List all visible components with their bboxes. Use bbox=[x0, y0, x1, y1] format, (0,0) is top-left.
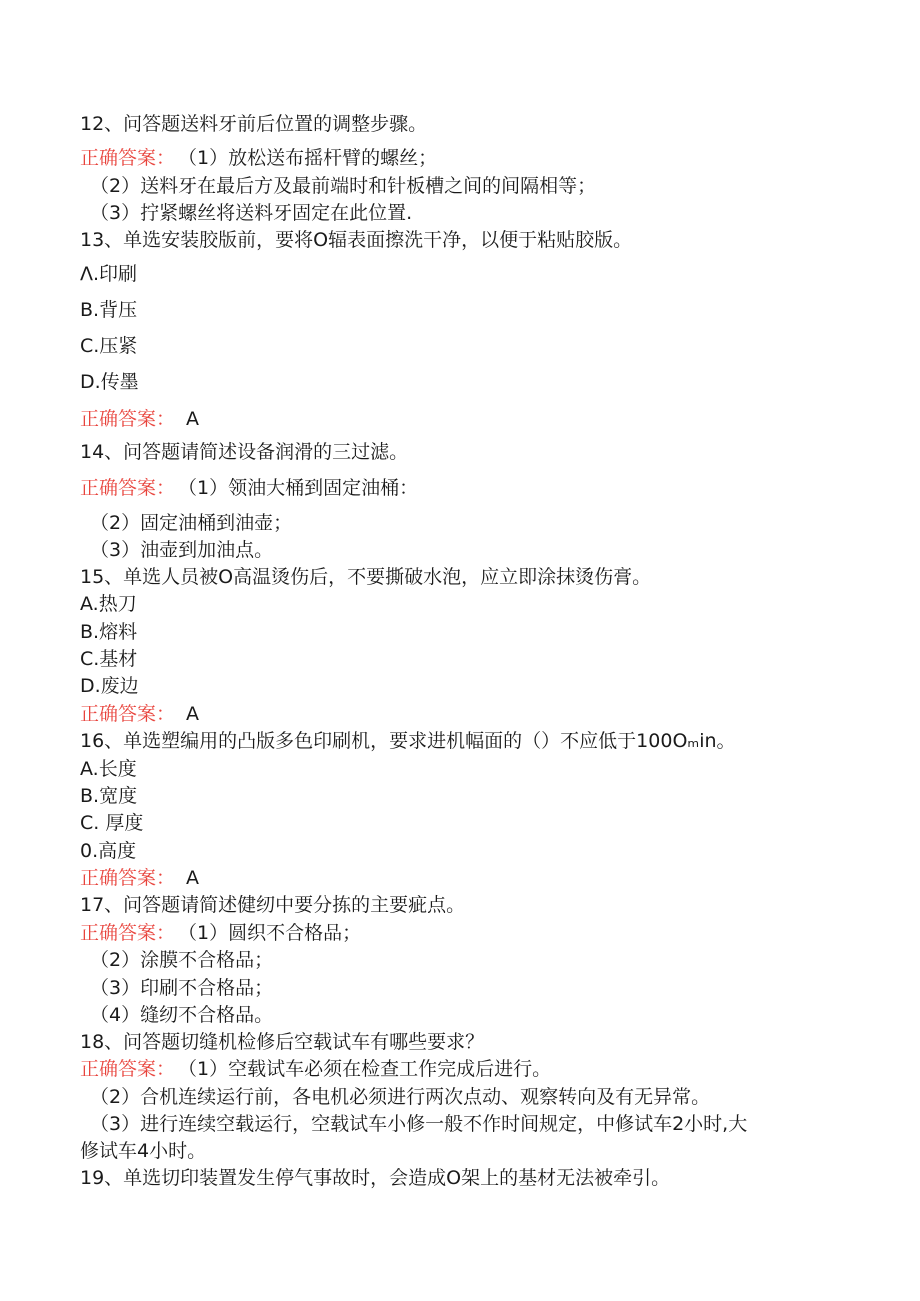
option-c: C.基材 bbox=[80, 648, 138, 670]
answer-line: （2）送料牙在最后方及最前端时和针板槽之间的间隔相等； bbox=[90, 175, 597, 197]
option-c: C.压紧 bbox=[80, 335, 138, 357]
answer-label: 正确答案： bbox=[80, 408, 176, 430]
answer-line: （2）合机连续运行前，各电机必须进行两次点动、观察转向及有无异常。 bbox=[90, 1086, 711, 1108]
question-19: 19、单选切印装置发生停气事故时，会造成O架上的基材无法被牵引。 bbox=[80, 1167, 671, 1189]
answer-label: 正确答案： bbox=[80, 147, 176, 169]
question-13: 13、单选安装胶版前，要将O辐表面擦洗干净，以便于粘贴胶版。 bbox=[80, 229, 633, 251]
option-a: Λ.印刷 bbox=[80, 263, 138, 285]
answer-label: 正确答案： bbox=[80, 922, 176, 944]
question-12: 12、问答题送料牙前后位置的调整步骤。 bbox=[80, 113, 428, 135]
answer-line: （3）拧紧螺丝将送料牙固定在此位置. bbox=[90, 202, 413, 224]
option-a: A.长度 bbox=[80, 758, 137, 780]
answer-value: A bbox=[186, 408, 199, 430]
option-b: B.宽度 bbox=[80, 785, 138, 807]
answer-label: 正确答案： bbox=[80, 1058, 176, 1080]
answer-line: （3）油壶到加油点。 bbox=[90, 539, 274, 561]
answer-label: 正确答案： bbox=[80, 703, 176, 725]
question-14: 14、问答题请简述设备润滑的三过滤。 bbox=[80, 441, 409, 463]
question-16: 16、单选塑编用的凸版多色印刷机，要求进机幅面的（）不应低于100Oₘin。 bbox=[80, 730, 736, 752]
answer-line: （2）涂膜不合格品； bbox=[90, 949, 274, 971]
answer-line: （1）领油大桶到固定油桶： bbox=[178, 477, 419, 499]
answer-label: 正确答案： bbox=[80, 477, 176, 499]
answer-value: A bbox=[186, 867, 199, 889]
answer-line: （1）空载试车必须在检查工作完成后进行。 bbox=[178, 1058, 552, 1080]
question-17: 17、问答题请简述健纫中要分拣的主要疵点。 bbox=[80, 894, 466, 916]
answer-line: （3）印刷不合格品； bbox=[90, 977, 274, 999]
option-d: D.废边 bbox=[80, 675, 139, 697]
answer-line: （3）进行连续空载运行，空载试车小修一般不作时间规定，中修试车2小时,大 bbox=[90, 1113, 748, 1135]
option-a: A.热刀 bbox=[80, 593, 137, 615]
question-18: 18、问答题切缝机检修后空载试车有哪些要求？ bbox=[80, 1031, 485, 1053]
question-15: 15、单选人员被O高温烫伤后，不要撕破水泡，应立即涂抹烫伤膏。 bbox=[80, 566, 652, 588]
answer-label: 正确答案： bbox=[80, 867, 176, 889]
option-b: B.背压 bbox=[80, 299, 138, 321]
answer-line: （4）缝纫不合格品。 bbox=[90, 1004, 274, 1026]
option-b: B.熔料 bbox=[80, 621, 138, 643]
answer-value: A bbox=[186, 703, 199, 725]
answer-line: 修试车4小时。 bbox=[80, 1140, 207, 1162]
answer-line: （1）放松送布摇杆臂的螺丝； bbox=[178, 147, 438, 169]
option-c: C. 厚度 bbox=[80, 812, 144, 834]
answer-line: （2）固定油桶到油壶； bbox=[90, 512, 293, 534]
answer-line: （1）圆织不合格品； bbox=[178, 922, 362, 944]
option-d: 0.高度 bbox=[80, 840, 137, 862]
option-d: D.传墨 bbox=[80, 371, 139, 393]
